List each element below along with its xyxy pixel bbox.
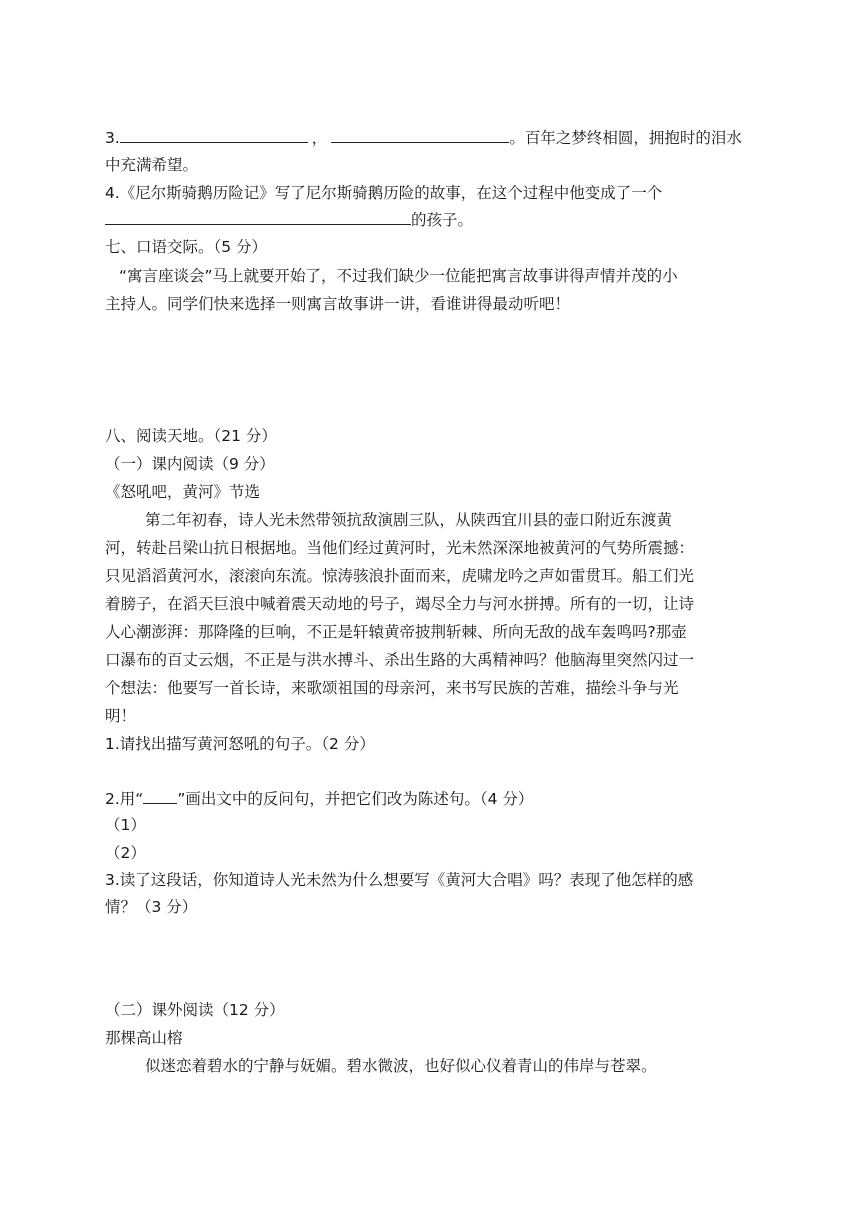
reading-question-2-sub-1: （1）: [105, 816, 146, 834]
oral-paragraph-line: “寓言座谈会”马上就要开始了，不过我们缺少一位能把寓言故事讲得声情并茂的小: [119, 267, 678, 285]
reading-question-3-continued: 情？（3 分）: [105, 898, 198, 916]
section-7-heading: 七、口语交际。（5 分）: [105, 238, 268, 256]
oral-paragraph-line: 主持人。同学们快来选择一则寓言故事讲一讲，看谁讲得最动听吧！: [105, 295, 571, 313]
passage-line: 口瀑布的百丈云烟，不正是与洪水搏斗、杀出生路的大禹精神吗？他脑海里突然闪过一: [105, 651, 695, 669]
underline-sample: [143, 789, 177, 804]
part-1-heading: （一）课内阅读（9 分）: [105, 455, 275, 473]
reading-question-2-sub-2: （2）: [105, 844, 146, 862]
question-4: 4.《尼尔斯骑鹅历险记》写了尼尔斯骑鹅历险的故事，在这个过程中他变成了一个: [105, 184, 663, 202]
part-2-title: 那棵高山榕: [105, 1029, 183, 1047]
question-3-continued: 中充满希望。: [105, 156, 199, 174]
passage-title: 《怒吼吧，黄河》节选: [105, 483, 261, 501]
reading-question-1: 1.请找出描写黄河怒吼的句子。（2 分）: [105, 735, 375, 753]
reading-question-3: 3.读了这段话，你知道诗人光未然为什么想要写《黄河大合唱》吗？表现了他怎样的感: [105, 871, 694, 889]
answer-blank[interactable]: [331, 128, 509, 143]
answer-blank[interactable]: [120, 128, 308, 143]
question-3: 3. ， 。百年之梦终相圆，拥抱时的泪水: [105, 129, 742, 147]
answer-blank[interactable]: [105, 210, 411, 225]
part-2-heading: （二）课外阅读（12 分）: [105, 1001, 285, 1019]
passage-line: 个想法：他要写一首长诗，来歌颂祖国的母亲河，来书写民族的苦难，描绘斗争与光: [105, 679, 679, 697]
passage-line: 着膀子，在滔天巨浪中喊着震天动地的号子，竭尽全力与河水拼搏。所有的一切，让诗: [105, 595, 695, 613]
passage-line: 人心潮澎湃：那降隆的巨响，不正是轩辕黄帝披荆斩棘、所向无敌的战车轰鸣吗?那壶: [105, 623, 687, 641]
passage-line: 河，转赴吕梁山抗日根据地。当他们经过黄河时，光未然深深地被黄河的气势所震撼：: [105, 539, 695, 557]
section-8-heading: 八、阅读天地。（21 分）: [105, 427, 277, 445]
passage-line: 只见滔滔黄河水，滚滚向东流。惊涛骇浪扑面而来，虎啸龙吟之声如雷贯耳。船工们光: [105, 567, 695, 585]
passage-line: 似迷恋着碧水的宁静与妩媚。碧水微波，也好似心仪着青山的伟岸与苍翠。: [145, 1057, 657, 1075]
passage-line: 明！: [105, 707, 137, 725]
question-4-answer-line: 的孩子。: [105, 210, 473, 230]
reading-question-2: 2.用“ ”画出文中的反问句，并把它们改为陈述句。（4 分）: [105, 790, 534, 808]
passage-line: 第二年初春，诗人光未然带领抗敌演剧三队，从陕西宜川县的壶口附近东渡黄: [145, 511, 673, 529]
